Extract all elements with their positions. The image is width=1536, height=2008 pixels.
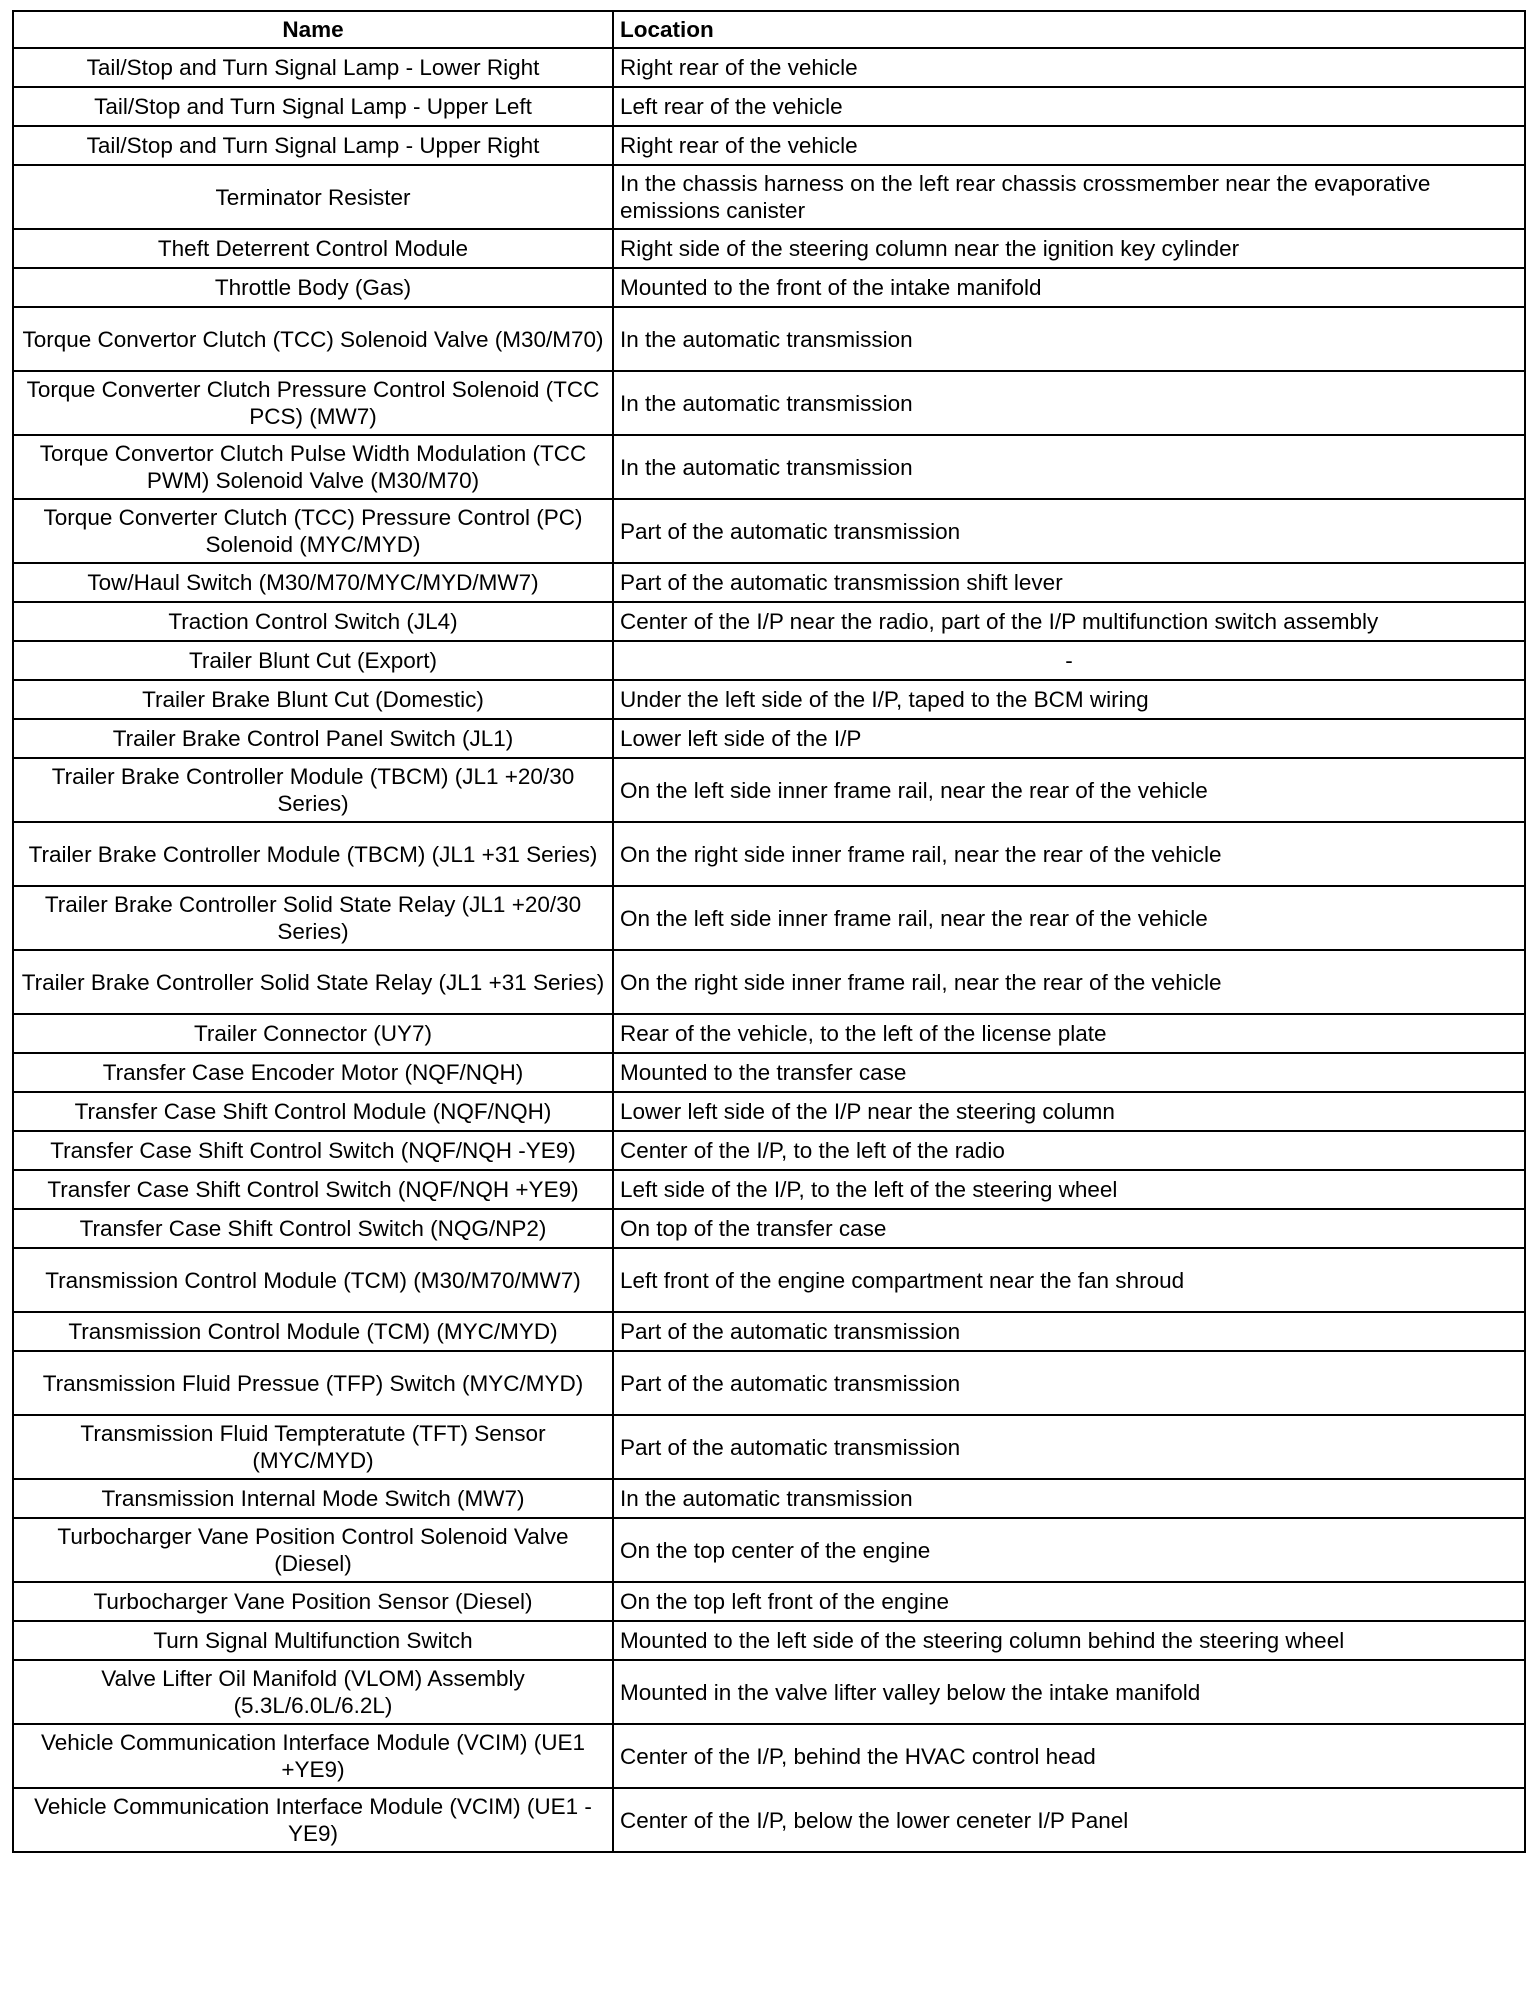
component-name-cell: Trailer Connector (UY7) [13, 1014, 613, 1053]
component-location-cell: Part of the automatic transmission [613, 1415, 1525, 1479]
table-row [13, 126, 1525, 165]
component-location-cell: On the top left front of the engine [613, 1582, 1525, 1621]
table-row [13, 268, 1525, 307]
component-name-cell: Tow/Haul Switch (M30/M70/MYC/MYD/MW7) [13, 563, 613, 602]
component-location-cell: Part of the automatic transmission [613, 1351, 1525, 1415]
component-name-cell: Theft Deterrent Control Module [13, 229, 613, 268]
component-location-cell: On the left side inner frame rail, near the rear of the vehicle [613, 886, 1525, 950]
component-name-cell: Transmission Fluid Pressue (TFP) Switch (MYC/MYD) [13, 1351, 613, 1415]
component-location-cell: Under the left side of the I/P, taped to the BCM wiring [613, 680, 1525, 719]
component-name-cell: Tail/Stop and Turn Signal Lamp - Upper Left [13, 87, 613, 126]
component-location-cell: Right rear of the vehicle [613, 48, 1525, 87]
component-name-cell: Terminator Resister [13, 165, 613, 229]
table-row [13, 371, 1525, 435]
table-row [13, 1351, 1525, 1415]
component-location-cell: In the automatic transmission [613, 435, 1525, 499]
table-row [13, 1582, 1525, 1621]
table-row [13, 1415, 1525, 1479]
component-location-table [12, 10, 1526, 1853]
component-name-cell: Torque Converter Clutch Pressure Control Solenoid (TCC PCS) (MW7) [13, 371, 613, 435]
component-location-cell: Center of the I/P, behind the HVAC control head [613, 1724, 1525, 1788]
component-location-cell: Right side of the steering column near the ignition key cylinder [613, 229, 1525, 268]
component-location-cell: Part of the automatic transmission [613, 499, 1525, 563]
table-row [13, 1660, 1525, 1724]
table-row [13, 1724, 1525, 1788]
component-location-table-wrapper [12, 10, 1524, 1853]
table-row [13, 307, 1525, 371]
table-row [13, 886, 1525, 950]
component-name-cell: Trailer Brake Blunt Cut (Domestic) [13, 680, 613, 719]
component-location-cell: - [613, 641, 1525, 680]
component-name-cell: Transfer Case Shift Control Switch (NQF/NQH -YE9) [13, 1131, 613, 1170]
component-name-cell: Trailer Brake Controller Module (TBCM) (JL1 +20/30 Series) [13, 758, 613, 822]
component-location-cell: On the top center of the engine [613, 1518, 1525, 1582]
table-row [13, 602, 1525, 641]
component-name-cell: Trailer Brake Controller Module (TBCM) (JL1 +31 Series) [13, 822, 613, 886]
table-header-row [13, 11, 1525, 48]
component-location-cell: Center of the I/P, to the left of the radio [613, 1131, 1525, 1170]
component-name-cell: Transmission Control Module (TCM) (M30/M70/MW7) [13, 1248, 613, 1312]
table-row [13, 641, 1525, 680]
component-location-cell: Right rear of the vehicle [613, 126, 1525, 165]
table-row [13, 1621, 1525, 1660]
table-row [13, 1092, 1525, 1131]
component-name-cell: Torque Converter Clutch (TCC) Pressure Control (PC) Solenoid (MYC/MYD) [13, 499, 613, 563]
table-row [13, 950, 1525, 1014]
component-location-cell: Part of the automatic transmission shift lever [613, 563, 1525, 602]
component-name-cell: Trailer Brake Controller Solid State Relay (JL1 +20/30 Series) [13, 886, 613, 950]
component-name-cell: Valve Lifter Oil Manifold (VLOM) Assembly (5.3L/6.0L/6.2L) [13, 1660, 613, 1724]
component-location-cell: On the left side inner frame rail, near the rear of the vehicle [613, 758, 1525, 822]
table-row [13, 1788, 1525, 1852]
component-name-cell: Trailer Brake Control Panel Switch (JL1) [13, 719, 613, 758]
table-row [13, 1209, 1525, 1248]
table-row [13, 1518, 1525, 1582]
table-row [13, 48, 1525, 87]
table-row [13, 87, 1525, 126]
component-location-cell: Lower left side of the I/P [613, 719, 1525, 758]
component-name-cell: Tail/Stop and Turn Signal Lamp - Lower Right [13, 48, 613, 87]
component-location-cell: Part of the automatic transmission [613, 1312, 1525, 1351]
table-row [13, 822, 1525, 886]
component-location-cell: Center of the I/P near the radio, part of the I/P multifunction switch assembly [613, 602, 1525, 641]
table-row [13, 758, 1525, 822]
table-row [13, 1131, 1525, 1170]
component-name-cell: Throttle Body (Gas) [13, 268, 613, 307]
table-row [13, 719, 1525, 758]
component-name-cell: Vehicle Communication Interface Module (VCIM) (UE1 -YE9) [13, 1788, 613, 1852]
component-name-cell: Transfer Case Encoder Motor (NQF/NQH) [13, 1053, 613, 1092]
table-row [13, 680, 1525, 719]
component-location-cell: Left front of the engine compartment near the fan shroud [613, 1248, 1525, 1312]
table-row [13, 1479, 1525, 1518]
component-name-cell: Torque Convertor Clutch Pulse Width Modulation (TCC PWM) Solenoid Valve (M30/M70) [13, 435, 613, 499]
component-location-cell: On the right side inner frame rail, near the rear of the vehicle [613, 822, 1525, 886]
component-name-cell: Transmission Fluid Tempteratute (TFT) Sensor (MYC/MYD) [13, 1415, 613, 1479]
table-row [13, 435, 1525, 499]
table-row [13, 1312, 1525, 1351]
table-row [13, 563, 1525, 602]
table-row [13, 1170, 1525, 1209]
component-name-cell: Turn Signal Multifunction Switch [13, 1621, 613, 1660]
component-name-cell: Trailer Brake Controller Solid State Relay (JL1 +31 Series) [13, 950, 613, 1014]
component-location-cell: Rear of the vehicle, to the left of the license plate [613, 1014, 1525, 1053]
component-location-cell: On top of the transfer case [613, 1209, 1525, 1248]
component-name-cell: Vehicle Communication Interface Module (VCIM) (UE1 +YE9) [13, 1724, 613, 1788]
component-name-cell: Transfer Case Shift Control Module (NQF/NQH) [13, 1092, 613, 1131]
table-row [13, 1053, 1525, 1092]
component-name-cell: Traction Control Switch (JL4) [13, 602, 613, 641]
component-name-cell: Trailer Blunt Cut (Export) [13, 641, 613, 680]
column-header-location: Location [613, 11, 1525, 48]
component-location-cell: In the automatic transmission [613, 371, 1525, 435]
component-location-cell: Mounted to the front of the intake manifold [613, 268, 1525, 307]
component-location-cell: Mounted to the transfer case [613, 1053, 1525, 1092]
component-location-cell: Lower left side of the I/P near the steering column [613, 1092, 1525, 1131]
component-location-cell: Left rear of the vehicle [613, 87, 1525, 126]
component-location-cell: Mounted in the valve lifter valley below the intake manifold [613, 1660, 1525, 1724]
column-header-name: Name [13, 11, 613, 48]
table-row [13, 1248, 1525, 1312]
component-location-cell: Mounted to the left side of the steering column behind the steering wheel [613, 1621, 1525, 1660]
component-location-cell: In the chassis harness on the left rear chassis crossmember near the evaporative emissions canister [613, 165, 1525, 229]
component-name-cell: Tail/Stop and Turn Signal Lamp - Upper Right [13, 126, 613, 165]
component-location-cell: Center of the I/P, below the lower ceneter I/P Panel [613, 1788, 1525, 1852]
component-name-cell: Turbocharger Vane Position Sensor (Diesel) [13, 1582, 613, 1621]
component-name-cell: Transmission Control Module (TCM) (MYC/MYD) [13, 1312, 613, 1351]
component-name-cell: Transfer Case Shift Control Switch (NQG/NP2) [13, 1209, 613, 1248]
table-row [13, 165, 1525, 229]
component-location-cell: Left side of the I/P, to the left of the steering wheel [613, 1170, 1525, 1209]
component-location-cell: In the automatic transmission [613, 307, 1525, 371]
component-name-cell: Turbocharger Vane Position Control Solenoid Valve (Diesel) [13, 1518, 613, 1582]
table-row [13, 1014, 1525, 1053]
component-location-cell: On the right side inner frame rail, near the rear of the vehicle [613, 950, 1525, 1014]
component-name-cell: Transfer Case Shift Control Switch (NQF/NQH +YE9) [13, 1170, 613, 1209]
component-name-cell: Torque Convertor Clutch (TCC) Solenoid Valve (M30/M70) [13, 307, 613, 371]
table-row [13, 229, 1525, 268]
component-location-cell: In the automatic transmission [613, 1479, 1525, 1518]
table-row [13, 499, 1525, 563]
component-name-cell: Transmission Internal Mode Switch (MW7) [13, 1479, 613, 1518]
